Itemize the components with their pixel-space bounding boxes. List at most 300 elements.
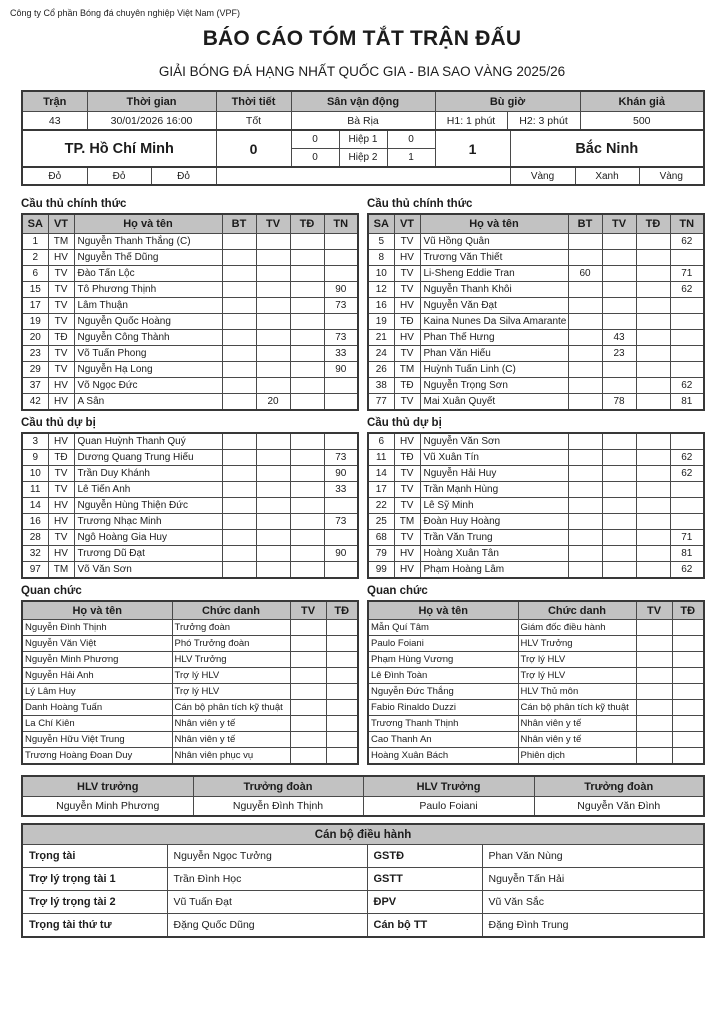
official-yellow-card: [290, 652, 326, 668]
player-name: Võ Ngọc Đức: [74, 378, 222, 394]
player-goal-minute: [222, 346, 256, 362]
col-tn: TN: [324, 214, 358, 234]
player-name: Nguyễn Hải Huy: [420, 466, 568, 482]
player-shirt-number: 5: [368, 234, 394, 250]
player-red-card-minute: [290, 250, 324, 266]
player-substitution-minute: [324, 394, 358, 411]
player-yellow-card-minute: 20: [256, 394, 290, 411]
player-yellow-card-minute: [256, 250, 290, 266]
official-name: Phạm Hùng Vương: [368, 652, 518, 668]
player-position: TV: [394, 466, 420, 482]
player-shirt-number: 29: [22, 362, 48, 378]
player-goal-minute: [568, 330, 602, 346]
official-yellow-card: [290, 748, 326, 765]
col-official-name: Họ và tên: [22, 601, 172, 620]
official-red-card: [326, 636, 358, 652]
home-officials-label: Quan chức: [21, 585, 82, 597]
match-officials-table: [21, 823, 705, 938]
player-shirt-number: 22: [368, 498, 394, 514]
col-tn: TN: [670, 214, 704, 234]
half1-label: Hiệp 1: [339, 130, 387, 149]
player-goal-minute: [568, 314, 602, 330]
player-yellow-card-minute: [256, 330, 290, 346]
player-goal-minute: [568, 298, 602, 314]
player-yellow-card-minute: [602, 546, 636, 562]
player-red-card-minute: [636, 346, 670, 362]
player-substitution-minute: [324, 314, 358, 330]
away-subs-label: Cầu thủ dự bị: [367, 417, 442, 429]
player-substitution-minute: 62: [670, 378, 704, 394]
player-goal-minute: [568, 530, 602, 546]
player-row: [22, 314, 358, 330]
player-substitution-minute: 73: [324, 450, 358, 466]
player-red-card-minute: [636, 282, 670, 298]
official-name: Cao Thanh An: [368, 732, 518, 748]
player-red-card-minute: [636, 266, 670, 282]
player-position: TV: [48, 466, 74, 482]
player-name: Mai Xuân Quyết: [420, 394, 568, 411]
official-name: Lê Đình Toàn: [368, 668, 518, 684]
match-info-table: [21, 90, 705, 131]
player-name: Phan Văn Hiếu: [420, 346, 568, 362]
player-shirt-number: 14: [368, 466, 394, 482]
official-red-card: [326, 684, 358, 700]
player-goal-minute: [222, 450, 256, 466]
player-red-card-minute: [636, 498, 670, 514]
player-shirt-number: 37: [22, 378, 48, 394]
player-substitution-minute: [670, 314, 704, 330]
player-row: [22, 530, 358, 546]
player-substitution-minute: [324, 530, 358, 546]
datetime-value: 30/01/2026 16:00: [87, 112, 216, 131]
match-official-row: [22, 868, 704, 891]
official-row: [22, 620, 358, 636]
player-shirt-number: 1: [22, 234, 48, 250]
player-name: Trần Mạnh Hùng: [420, 482, 568, 498]
header-weather: Thời tiết: [216, 91, 291, 112]
official-yellow-card: [290, 668, 326, 684]
player-goal-minute: [222, 498, 256, 514]
player-substitution-minute: 62: [670, 466, 704, 482]
player-name: Nguyễn Thanh Thắng (C): [74, 234, 222, 250]
official-name: Lý Lâm Huy: [22, 684, 172, 700]
player-shirt-number: 19: [22, 314, 48, 330]
player-red-card-minute: [290, 546, 324, 562]
official-yellow-card: [636, 620, 672, 636]
half2-away-score: 1: [387, 149, 435, 168]
match-officials-title: Cán bộ điều hành: [22, 824, 704, 845]
player-shirt-number: 3: [22, 433, 48, 450]
officials-header-row: [368, 601, 704, 620]
official-name: Fabio Rinaldo Duzzi: [368, 700, 518, 716]
supervisor-role-label: ĐPV: [367, 891, 482, 914]
player-yellow-card-minute: [256, 266, 290, 282]
player-shirt-number: 68: [368, 530, 394, 546]
kit-colors-row: [22, 167, 704, 185]
player-row: [368, 314, 704, 330]
official-role: Trưởng đoàn: [172, 620, 290, 636]
player-yellow-card-minute: [256, 546, 290, 562]
player-position: TM: [48, 234, 74, 250]
player-substitution-minute: [324, 266, 358, 282]
player-yellow-card-minute: [256, 282, 290, 298]
away-officials-table: [367, 600, 705, 765]
referee-name: Trần Đình Học: [167, 868, 367, 891]
player-position: HV: [48, 498, 74, 514]
player-goal-minute: [222, 433, 256, 450]
official-red-card: [326, 700, 358, 716]
official-role: Nhân viên y tế: [518, 732, 636, 748]
player-row: [22, 433, 358, 450]
home-team-leader-title: Trưởng đoàn: [193, 776, 363, 797]
player-yellow-card-minute: [602, 514, 636, 530]
official-role: Trợ lý HLV: [172, 684, 290, 700]
player-substitution-minute: [670, 346, 704, 362]
official-yellow-card: [290, 620, 326, 636]
player-name: Nguyễn Công Thành: [74, 330, 222, 346]
player-red-card-minute: [290, 514, 324, 530]
player-name: Hoàng Xuân Tân: [420, 546, 568, 562]
player-row: [22, 482, 358, 498]
player-name: Vũ Xuân Tín: [420, 450, 568, 466]
player-shirt-number: 23: [22, 346, 48, 362]
player-row: [368, 346, 704, 362]
player-substitution-minute: [324, 250, 358, 266]
player-yellow-card-minute: [602, 433, 636, 450]
player-name: Nguyễn Trọng Sơn: [420, 378, 568, 394]
player-goal-minute: [222, 330, 256, 346]
player-yellow-card-minute: 43: [602, 330, 636, 346]
home-kit-shorts: Đỏ: [87, 167, 151, 185]
player-goal-minute: [568, 546, 602, 562]
official-role: Trợ lý HLV: [518, 668, 636, 684]
player-goal-minute: [222, 298, 256, 314]
coaches-value-row: [22, 797, 704, 817]
away-team-leader-name: Nguyễn Văn Đình: [534, 797, 704, 817]
player-name: Huỳnh Tuấn Linh (C): [420, 362, 568, 378]
player-name: Trương Nhạc Minh: [74, 514, 222, 530]
header-added-time: Bù giờ: [435, 91, 580, 112]
player-red-card-minute: [290, 562, 324, 579]
player-yellow-card-minute: [256, 314, 290, 330]
col-sa: SA: [22, 214, 48, 234]
player-position: TV: [48, 266, 74, 282]
player-yellow-card-minute: [256, 514, 290, 530]
official-name: Trương Hoàng Đoan Duy: [22, 748, 172, 765]
player-position: HV: [394, 298, 420, 314]
official-red-card: [326, 620, 358, 636]
official-row: [22, 748, 358, 765]
player-goal-minute: [222, 482, 256, 498]
player-goal-minute: [568, 450, 602, 466]
official-name: Nguyễn Đình Thịnh: [22, 620, 172, 636]
player-row: [22, 466, 358, 482]
player-goal-minute: [222, 378, 256, 394]
official-role: HLV Thủ môn: [518, 684, 636, 700]
player-red-card-minute: [290, 234, 324, 250]
player-position: HV: [394, 250, 420, 266]
official-yellow-card: [636, 748, 672, 765]
player-red-card-minute: [636, 378, 670, 394]
player-position: HV: [48, 250, 74, 266]
official-yellow-card: [290, 684, 326, 700]
half2-label: Hiệp 2: [339, 149, 387, 168]
col-bt: BT: [568, 214, 602, 234]
player-position: TM: [48, 562, 74, 579]
col-name: Họ và tên: [420, 214, 568, 234]
player-shirt-number: 16: [22, 514, 48, 530]
player-row: [22, 546, 358, 562]
away-head-coach-title: HLV Trưởng: [363, 776, 534, 797]
home-team-column: [21, 192, 357, 765]
player-red-card-minute: [290, 530, 324, 546]
official-yellow-card: [636, 668, 672, 684]
player-substitution-minute: 62: [670, 234, 704, 250]
player-goal-minute: [222, 466, 256, 482]
official-red-card: [672, 700, 704, 716]
player-row: [368, 433, 704, 450]
player-name: Li-Sheng Eddie Tran: [420, 266, 568, 282]
away-kit-shirt: Vàng: [510, 167, 575, 185]
player-red-card-minute: [290, 433, 324, 450]
col-official-td: TĐ: [326, 601, 358, 620]
away-team-column: [367, 192, 703, 765]
player-row: [22, 298, 358, 314]
player-red-card-minute: [636, 330, 670, 346]
player-red-card-minute: [636, 530, 670, 546]
col-official-td: TĐ: [672, 601, 704, 620]
player-yellow-card-minute: [602, 530, 636, 546]
player-substitution-minute: 90: [324, 282, 358, 298]
player-name: Ngô Hoàng Gia Huy: [74, 530, 222, 546]
player-yellow-card-minute: [256, 450, 290, 466]
match-no-value: 43: [22, 112, 87, 131]
player-name: Trương Văn Thiết: [420, 250, 568, 266]
player-position: TV: [48, 346, 74, 362]
player-substitution-minute: [670, 433, 704, 450]
home-subs-label: Cầu thủ dự bị: [21, 417, 96, 429]
player-position: HV: [48, 433, 74, 450]
official-row: [22, 732, 358, 748]
official-row: [368, 748, 704, 765]
player-row: [22, 346, 358, 362]
home-starters-label: Cầu thủ chính thức: [21, 198, 127, 210]
half1-home-score: 0: [291, 130, 339, 149]
player-yellow-card-minute: [256, 482, 290, 498]
official-name: Nguyễn Minh Phương: [22, 652, 172, 668]
away-officials-label: Quan chức: [367, 585, 428, 597]
player-name: Nguyễn Thế Dũng: [74, 250, 222, 266]
player-row: [22, 394, 358, 411]
attendance-value: 500: [580, 112, 704, 131]
away-team-name: Bắc Ninh: [510, 130, 704, 167]
player-substitution-minute: 81: [670, 546, 704, 562]
player-position: TV: [394, 498, 420, 514]
away-head-coach-name: Paulo Foiani: [363, 797, 534, 817]
coaches-header-row: [22, 776, 704, 797]
player-yellow-card-minute: [602, 362, 636, 378]
players-header-row: [22, 214, 358, 234]
player-substitution-minute: 73: [324, 298, 358, 314]
player-name: Nguyễn Văn Sơn: [420, 433, 568, 450]
player-substitution-minute: 90: [324, 546, 358, 562]
away-kit-socks: Vàng: [639, 167, 704, 185]
player-shirt-number: 24: [368, 346, 394, 362]
official-row: [22, 652, 358, 668]
player-yellow-card-minute: [602, 314, 636, 330]
player-name: Quan Huỳnh Thanh Quý: [74, 433, 222, 450]
official-red-card: [672, 636, 704, 652]
player-name: Lê Tiến Anh: [74, 482, 222, 498]
player-substitution-minute: [324, 234, 358, 250]
player-red-card-minute: [636, 482, 670, 498]
player-yellow-card-minute: [256, 362, 290, 378]
player-red-card-minute: [290, 314, 324, 330]
official-name: Nguyễn Đức Thắng: [368, 684, 518, 700]
official-name: Mẫn Quí Tâm: [368, 620, 518, 636]
player-yellow-card-minute: [256, 466, 290, 482]
player-position: TV: [48, 362, 74, 378]
official-row: [22, 668, 358, 684]
player-yellow-card-minute: [256, 562, 290, 579]
player-shirt-number: 11: [368, 450, 394, 466]
player-position: TV: [394, 394, 420, 411]
player-red-card-minute: [290, 266, 324, 282]
player-substitution-minute: [324, 433, 358, 450]
player-row: [368, 330, 704, 346]
player-substitution-minute: [670, 330, 704, 346]
player-position: TM: [394, 362, 420, 378]
player-shirt-number: 2: [22, 250, 48, 266]
player-position: TV: [394, 282, 420, 298]
player-goal-minute: [568, 346, 602, 362]
player-red-card-minute: [290, 282, 324, 298]
player-shirt-number: 14: [22, 498, 48, 514]
player-shirt-number: 17: [368, 482, 394, 498]
player-goal-minute: [568, 514, 602, 530]
player-name: Tô Phương Thịnh: [74, 282, 222, 298]
player-goal-minute: 60: [568, 266, 602, 282]
player-substitution-minute: 73: [324, 330, 358, 346]
player-substitution-minute: 81: [670, 394, 704, 411]
home-officials-table: [21, 600, 359, 765]
player-red-card-minute: [290, 330, 324, 346]
player-goal-minute: [222, 562, 256, 579]
player-goal-minute: [222, 362, 256, 378]
player-position: HV: [48, 378, 74, 394]
col-bt: BT: [222, 214, 256, 234]
player-shirt-number: 79: [368, 546, 394, 562]
player-row: [368, 378, 704, 394]
player-row: [368, 530, 704, 546]
player-position: HV: [394, 433, 420, 450]
official-name: La Chí Kiên: [22, 716, 172, 732]
player-position: TV: [48, 530, 74, 546]
player-row: [368, 266, 704, 282]
col-sa: SA: [368, 214, 394, 234]
player-substitution-minute: [670, 498, 704, 514]
referee-name: Đặng Quốc Dũng: [167, 914, 367, 938]
player-yellow-card-minute: [602, 450, 636, 466]
player-yellow-card-minute: [602, 250, 636, 266]
player-row: [22, 450, 358, 466]
col-tv: TV: [602, 214, 636, 234]
player-goal-minute: [568, 250, 602, 266]
official-role: Nhân viên y tế: [172, 732, 290, 748]
supervisor-role-label: GSTĐ: [367, 845, 482, 868]
official-name: Danh Hoàng Tuấn: [22, 700, 172, 716]
player-red-card-minute: [636, 234, 670, 250]
player-row: [22, 362, 358, 378]
header-attendance: Khán giả: [580, 91, 704, 112]
player-goal-minute: [222, 250, 256, 266]
official-red-card: [326, 732, 358, 748]
official-row: [368, 620, 704, 636]
official-role: HLV Trưởng: [172, 652, 290, 668]
player-shirt-number: 32: [22, 546, 48, 562]
official-role: HLV Trưởng: [518, 636, 636, 652]
official-yellow-card: [636, 716, 672, 732]
player-shirt-number: 38: [368, 378, 394, 394]
player-name: Nguyễn Thanh Khôi: [420, 282, 568, 298]
official-role: Trợ lý HLV: [518, 652, 636, 668]
player-row: [368, 514, 704, 530]
player-row: [22, 378, 358, 394]
player-goal-minute: [222, 394, 256, 411]
player-name: Dương Quang Trung Hiếu: [74, 450, 222, 466]
away-starters-table: [367, 213, 705, 411]
player-goal-minute: [568, 378, 602, 394]
player-row: [368, 546, 704, 562]
supervisor-name: Phan Văn Nùng: [482, 845, 704, 868]
player-position: TV: [394, 346, 420, 362]
player-row: [368, 482, 704, 498]
player-position: HV: [394, 562, 420, 579]
player-shirt-number: 97: [22, 562, 48, 579]
player-shirt-number: 11: [22, 482, 48, 498]
player-row: [368, 234, 704, 250]
player-goal-minute: [568, 562, 602, 579]
player-red-card-minute: [290, 482, 324, 498]
match-officials-header-row: [22, 824, 704, 845]
player-goal-minute: [568, 498, 602, 514]
player-position: HV: [394, 546, 420, 562]
player-position: TV: [48, 314, 74, 330]
player-substitution-minute: 73: [324, 514, 358, 530]
official-red-card: [326, 716, 358, 732]
player-substitution-minute: [670, 298, 704, 314]
players-header-row: [368, 214, 704, 234]
player-substitution-minute: 71: [670, 530, 704, 546]
player-yellow-card-minute: [256, 234, 290, 250]
player-shirt-number: 28: [22, 530, 48, 546]
player-red-card-minute: [636, 362, 670, 378]
player-yellow-card-minute: [602, 266, 636, 282]
player-name: Nguyễn Văn Đạt: [420, 298, 568, 314]
official-red-card: [672, 652, 704, 668]
official-red-card: [326, 652, 358, 668]
player-shirt-number: 20: [22, 330, 48, 346]
referee-role-label: Trọng tài thứ tư: [22, 914, 167, 938]
player-name: Trần Duy Khánh: [74, 466, 222, 482]
player-red-card-minute: [636, 562, 670, 579]
official-red-card: [672, 684, 704, 700]
player-row: [368, 450, 704, 466]
home-head-coach-title: HLV trưởng: [22, 776, 193, 797]
player-row: [22, 562, 358, 579]
player-shirt-number: 17: [22, 298, 48, 314]
player-position: HV: [394, 330, 420, 346]
